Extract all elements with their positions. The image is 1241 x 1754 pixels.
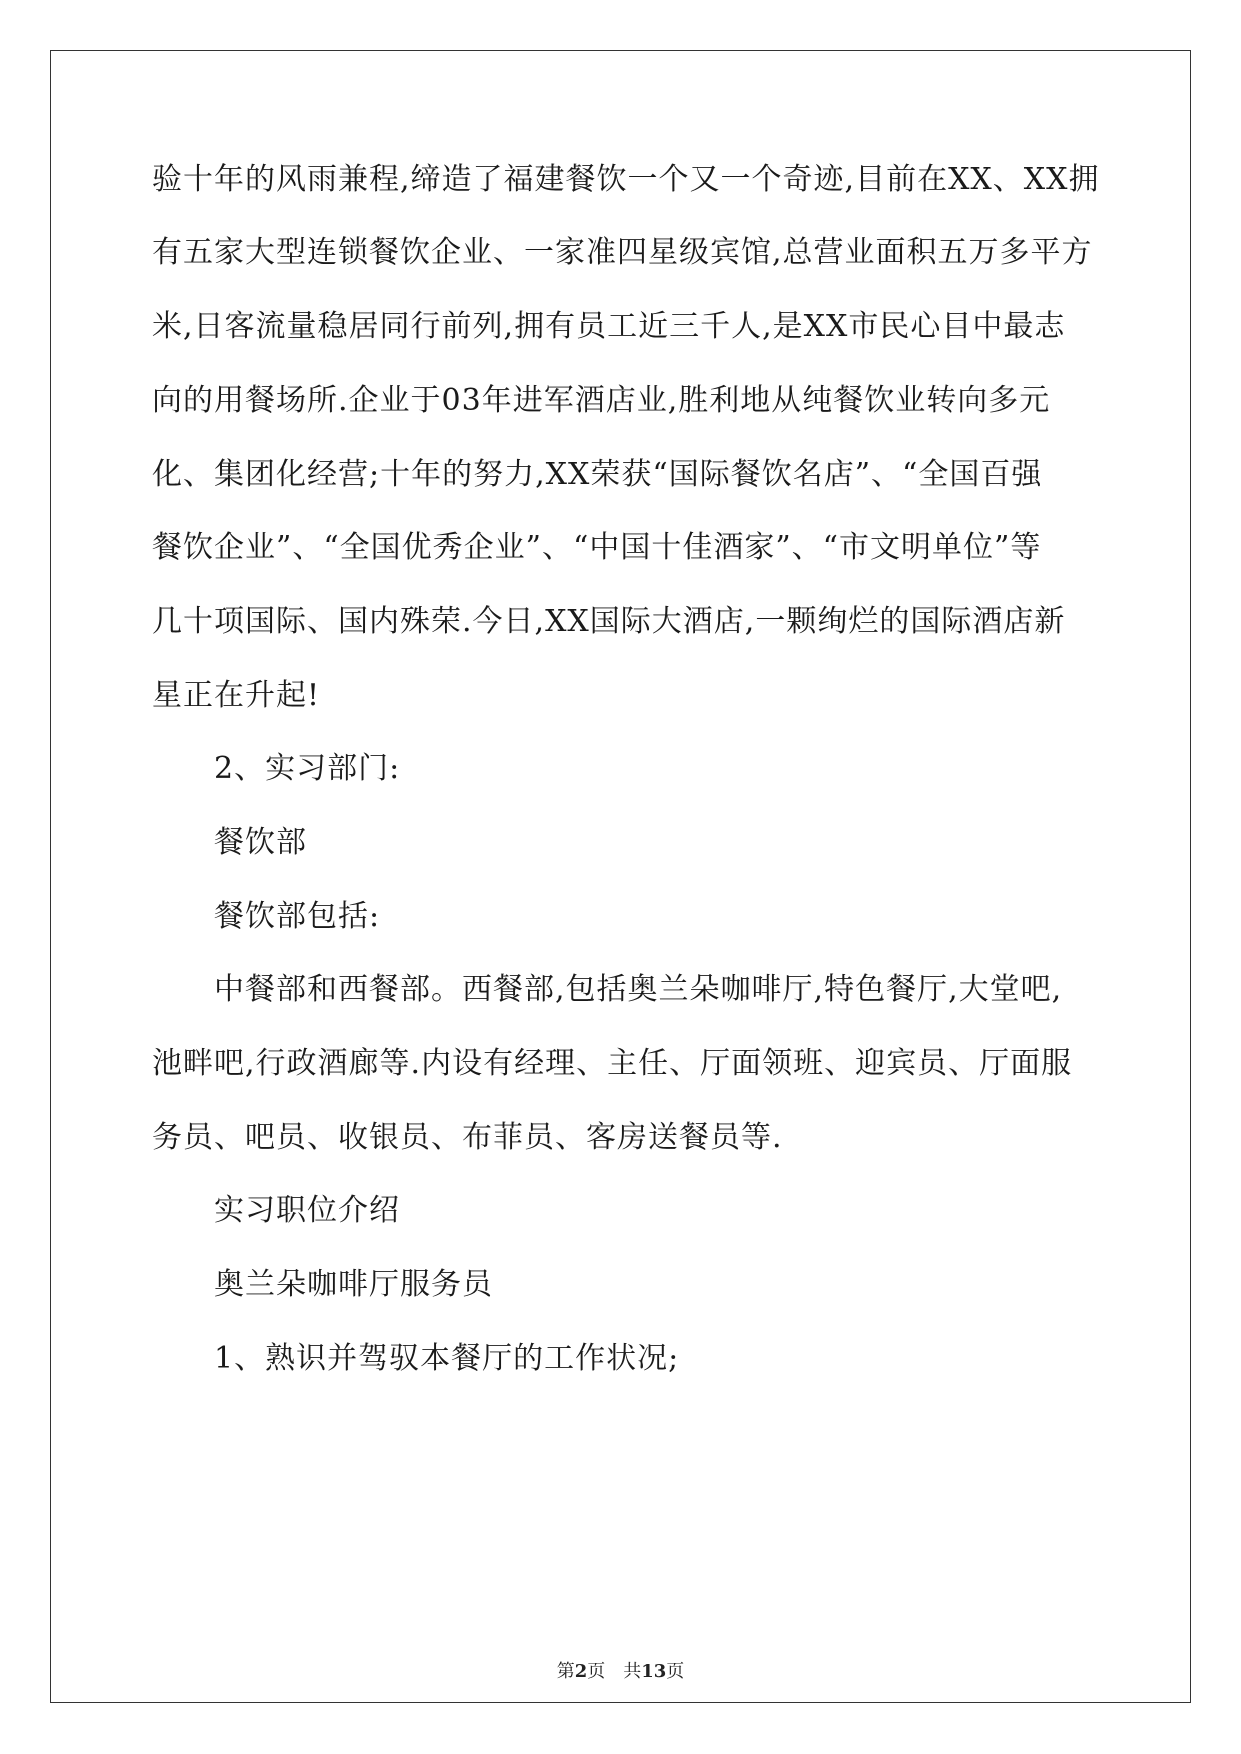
footer-total-pages: 13: [641, 1661, 667, 1682]
paragraph-line: 餐饮企业”、“全国优秀企业”、“中国十佳酒家”、“市文明单位”等: [152, 530, 1042, 565]
paragraph-line: 奥兰朵咖啡厅服务员: [214, 1267, 493, 1302]
paragraph-line: 米,日客流量稳居同行前列,拥有员工近三千人,是XX市民心目中最志: [152, 309, 1066, 344]
paragraph-line: 餐饮部: [214, 825, 307, 860]
footer-total-prefix: 共: [623, 1661, 642, 1682]
paragraph-line: 实习职位介绍: [214, 1193, 400, 1228]
footer-page-suffix: 页: [587, 1661, 606, 1682]
paragraph-line: 验十年的风雨兼程,缔造了福建餐饮一个又一个奇迹,目前在XX、XX拥: [152, 162, 1100, 197]
footer-total-suffix: 页: [666, 1661, 685, 1682]
paragraph-line: 池畔吧,行政酒廊等.内设有经理、主任、厅面领班、迎宾员、厅面服: [152, 1046, 1073, 1081]
paragraph-line: 星正在升起!: [152, 678, 321, 713]
section-heading: 2、实习部门:: [214, 751, 401, 786]
paragraph-line: 1、熟识并驾驭本餐厅的工作状况;: [214, 1341, 680, 1376]
paragraph-line: 中餐部和西餐部。西餐部,包括奥兰朵咖啡厅,特色餐厅,大堂吧,: [214, 972, 1063, 1007]
paragraph-line: 务员、吧员、收银员、布菲员、客房送餐员等.: [152, 1120, 783, 1155]
paragraph-line: 化、集团化经营;十年的努力,XX荣获“国际餐饮名店”、“全国百强: [152, 457, 1043, 492]
footer-prefix: 第: [556, 1661, 575, 1682]
page-footer: [0, 1660, 1241, 1684]
paragraph-line: 有五家大型连锁餐饮企业、一家准四星级宾馆,总营业面积五万多平方: [152, 235, 1093, 270]
paragraph-line: 几十项国际、国内殊荣.今日,XX国际大酒店,一颗绚烂的国际酒店新: [152, 604, 1066, 639]
paragraph-line: 餐饮部包括:: [214, 899, 381, 934]
page-border: [50, 50, 1191, 1703]
footer-page-number: 2: [574, 1661, 588, 1682]
paragraph-line: 向的用餐场所.企业于03年进军酒店业,胜利地从纯餐饮业转向多元: [152, 383, 1051, 418]
